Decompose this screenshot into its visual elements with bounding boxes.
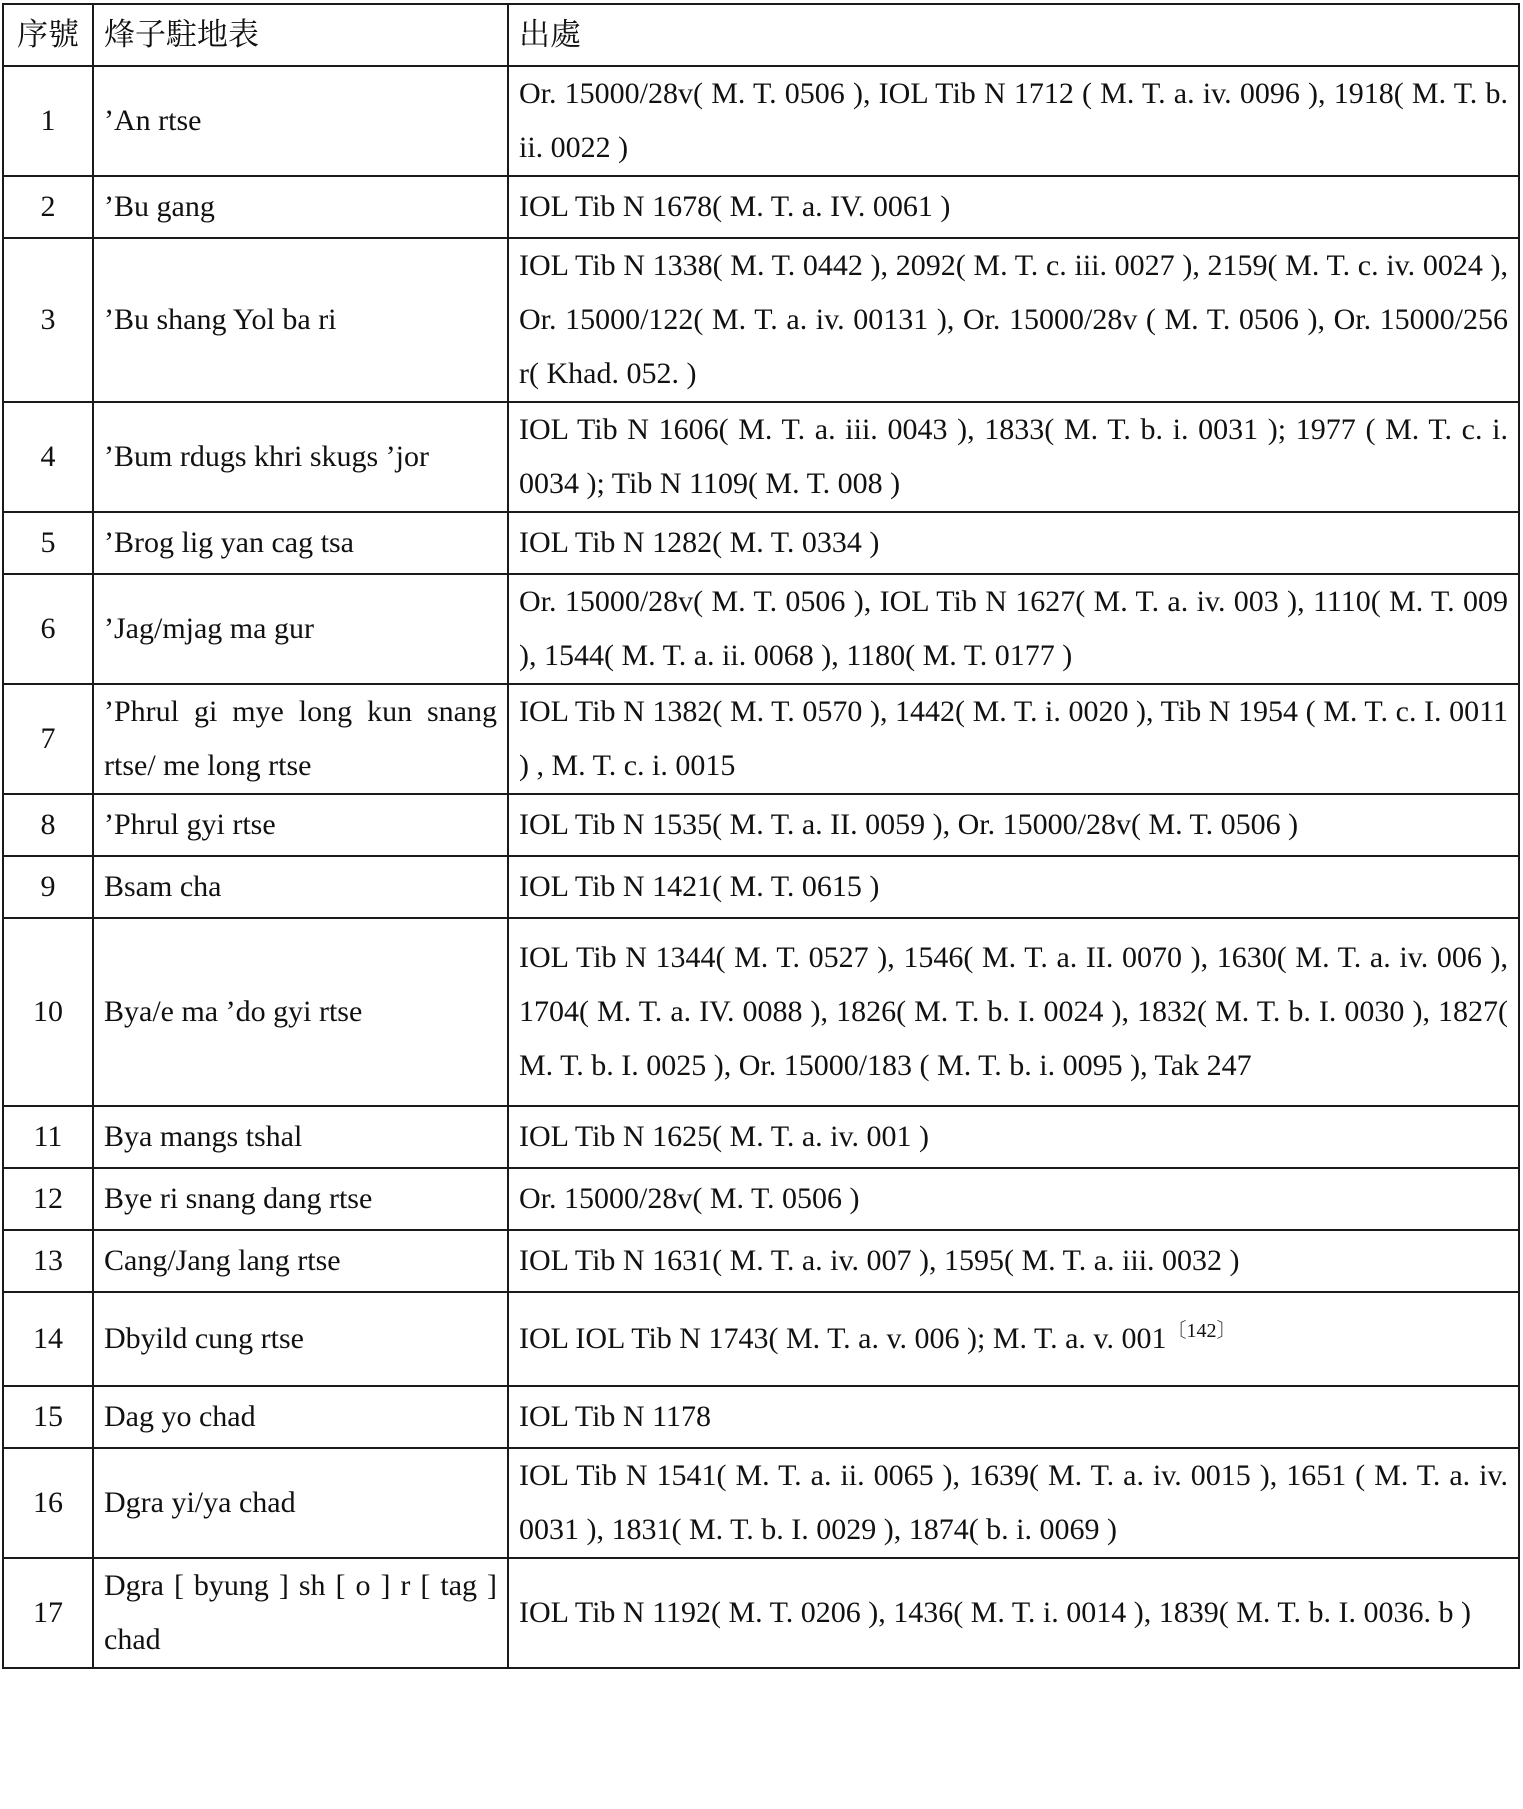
row-number: 2	[3, 176, 93, 238]
source-citation: IOL Tib N 1382( M. T. 0570 ), 1442( M. T. i. 0020 ), Tib N 1954 ( M. T. c. I. 0011 ) , M. T. c. i. 0015	[508, 684, 1519, 794]
header-serial-no: 序號	[3, 4, 93, 66]
table-row	[3, 1230, 1519, 1292]
source-citation: IOL Tib N 1625( M. T. a. iv. 001 )	[508, 1106, 1519, 1168]
table-row	[3, 512, 1519, 574]
source-citation: IOL Tib N 1282( M. T. 0334 )	[508, 512, 1519, 574]
row-number: 3	[3, 238, 93, 402]
station-name: ’Phrul gyi rtse	[93, 794, 508, 856]
footnote-marker: 〔142〕	[1166, 1320, 1237, 1342]
station-name: Cang/Jang lang rtse	[93, 1230, 508, 1292]
row-number: 14	[3, 1292, 93, 1386]
station-name: Dgra yi/ya chad	[93, 1448, 508, 1558]
row-number: 7	[3, 684, 93, 794]
source-citation: IOL Tib N 1541( M. T. a. ii. 0065 ), 1639( M. T. a. iv. 0015 ), 1651 ( M. T. a. iv. 0031 ), 1831( M. T. b. I. 0029 ), 1874( b. i. 0069 )	[508, 1448, 1519, 1558]
source-citation: IOL Tib N 1631( M. T. a. iv. 007 ), 1595( M. T. a. iii. 0032 )	[508, 1230, 1519, 1292]
table-row	[3, 918, 1519, 1106]
row-number: 9	[3, 856, 93, 918]
table-row	[3, 402, 1519, 512]
station-name: ’Bum rdugs khri skugs ’jor	[93, 402, 508, 512]
row-number: 11	[3, 1106, 93, 1168]
station-name: ’Bu shang Yol ba ri	[93, 238, 508, 402]
source-citation-text: IOL IOL Tib N 1743( M. T. a. v. 006 ); M. T. a. v. 001	[519, 1322, 1167, 1355]
station-name: Dgra [ byung ] sh [ o ] r [ tag ] chad	[93, 1558, 508, 1668]
row-number: 1	[3, 66, 93, 176]
source-citation: Or. 15000/28v( M. T. 0506 ), IOL Tib N 1712 ( M. T. a. iv. 0096 ), 1918( M. T. b. ii. 0022 )	[508, 66, 1519, 176]
row-number: 15	[3, 1386, 93, 1448]
row-number: 4	[3, 402, 93, 512]
table-row	[3, 794, 1519, 856]
row-number: 10	[3, 918, 93, 1106]
table-row	[3, 176, 1519, 238]
row-number: 5	[3, 512, 93, 574]
row-number: 17	[3, 1558, 93, 1668]
beacon-station-table	[2, 3, 1520, 1669]
table-row	[3, 856, 1519, 918]
station-name: ’An rtse	[93, 66, 508, 176]
source-citation: IOL Tib N 1344( M. T. 0527 ), 1546( M. T. a. II. 0070 ), 1630( M. T. a. iv. 006 ), 1704( M. T. a. IV. 0088 ), 1826( M. T. b. I. 0024 ), 1832( M. T. b. I. 0030 ), 1827( M. T. b. I. 0025 ), Or. 15000/183 ( M. T. b. i. 0095 ), Tak 247	[508, 918, 1519, 1106]
table-row	[3, 1106, 1519, 1168]
source-citation	[508, 1292, 1519, 1386]
table-row	[3, 1168, 1519, 1230]
station-name: Dag yo chad	[93, 1386, 508, 1448]
table-row	[3, 1292, 1519, 1386]
station-name: ’Brog lig yan cag tsa	[93, 512, 508, 574]
source-citation: Or. 15000/28v( M. T. 0506 ), IOL Tib N 1627( M. T. a. iv. 003 ), 1110( M. T. 009 ), 1544( M. T. a. ii. 0068 ), 1180( M. T. 0177 )	[508, 574, 1519, 684]
source-citation: Or. 15000/28v( M. T. 0506 )	[508, 1168, 1519, 1230]
table-row	[3, 574, 1519, 684]
row-number: 6	[3, 574, 93, 684]
station-name: Bya mangs tshal	[93, 1106, 508, 1168]
station-name: Bye ri snang dang rtse	[93, 1168, 508, 1230]
table-row	[3, 1558, 1519, 1668]
table-row	[3, 66, 1519, 176]
station-name: ’Phrul gi mye long kun snang rtse/ me long rtse	[93, 684, 508, 794]
source-citation: IOL Tib N 1535( M. T. a. II. 0059 ), Or. 15000/28v( M. T. 0506 )	[508, 794, 1519, 856]
station-name: Dbyild cung rtse	[93, 1292, 508, 1386]
source-citation: IOL Tib N 1178	[508, 1386, 1519, 1448]
row-number: 12	[3, 1168, 93, 1230]
header-row	[3, 4, 1519, 66]
source-citation: IOL Tib N 1338( M. T. 0442 ), 2092( M. T. c. iii. 0027 ), 2159( M. T. c. iv. 0024 ), Or. 15000/122( M. T. a. iv. 00131 ), Or. 15000/28v ( M. T. 0506 ), Or. 15000/256 r( Khad. 052. )	[508, 238, 1519, 402]
station-name: Bsam cha	[93, 856, 508, 918]
row-number: 16	[3, 1448, 93, 1558]
source-citation: IOL Tib N 1421( M. T. 0615 )	[508, 856, 1519, 918]
source-citation: IOL Tib N 1606( M. T. a. iii. 0043 ), 1833( M. T. b. i. 0031 ); 1977 ( M. T. c. i. 0034 ); Tib N 1109( M. T. 008 )	[508, 402, 1519, 512]
row-number: 13	[3, 1230, 93, 1292]
source-citation: IOL Tib N 1192( M. T. 0206 ), 1436( M. T. i. 0014 ), 1839( M. T. b. I. 0036. b )	[508, 1558, 1519, 1668]
header-station-name: 烽子駐地表	[93, 4, 508, 66]
table-row	[3, 1386, 1519, 1448]
source-citation: IOL Tib N 1678( M. T. a. IV. 0061 )	[508, 176, 1519, 238]
table-row	[3, 238, 1519, 402]
station-name: ’Bu gang	[93, 176, 508, 238]
row-number: 8	[3, 794, 93, 856]
table-row	[3, 1448, 1519, 1558]
station-name: Bya/e ma ’do gyi rtse	[93, 918, 508, 1106]
station-name: ’Jag/mjag ma gur	[93, 574, 508, 684]
header-source: 出處	[508, 4, 1519, 66]
table-row	[3, 684, 1519, 794]
